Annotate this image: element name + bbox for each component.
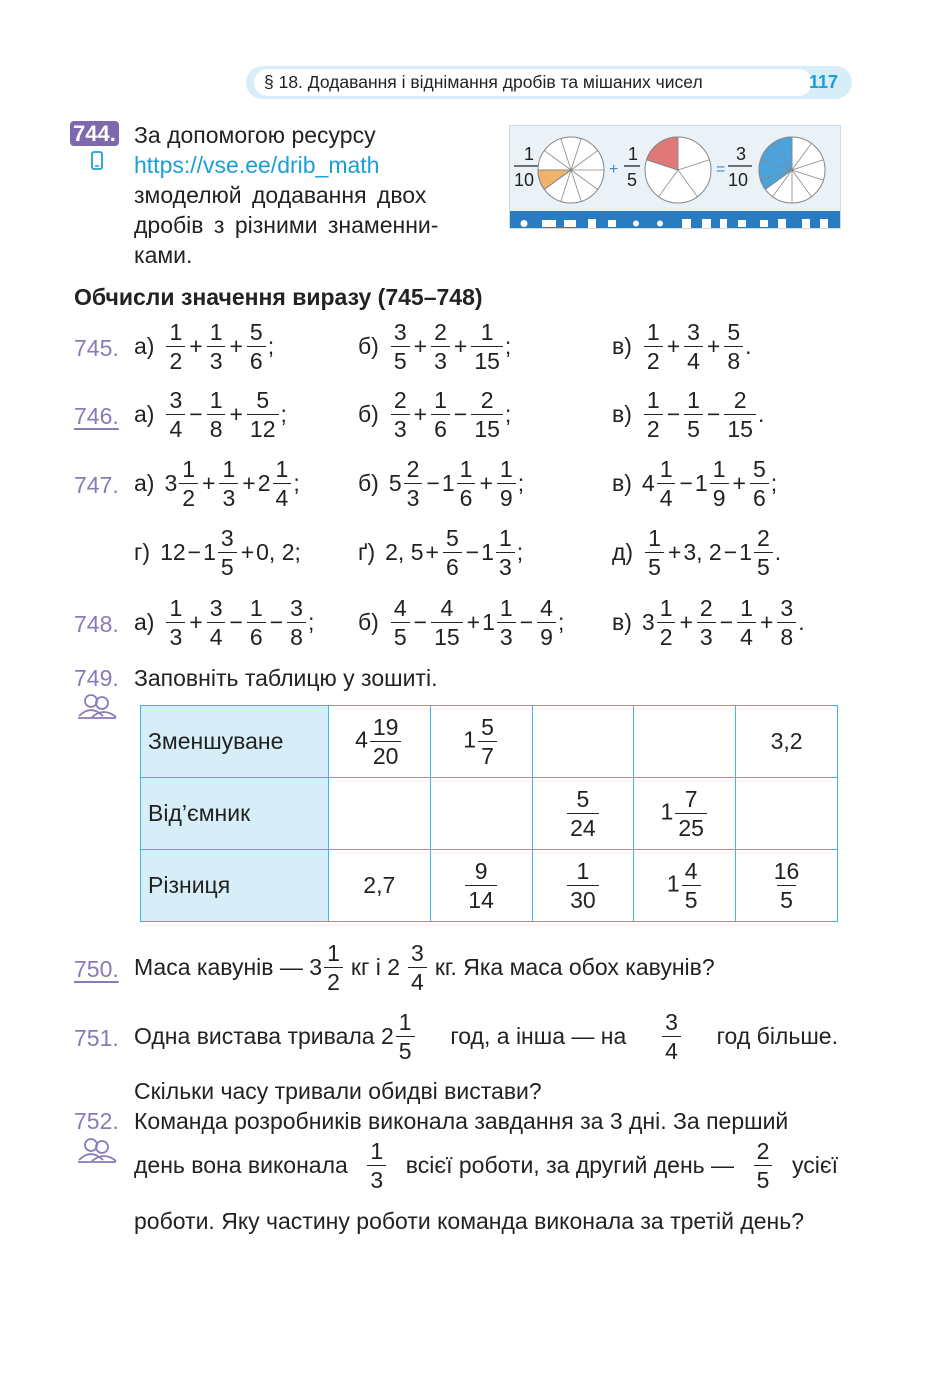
expr-747a: а) 3 $\frac{1}{2}$ + $\frac{1}{3}$ + 2 $\frac{1}{4}$ ; [134, 456, 300, 511]
problem-751-text: Одна вистава тривала 2 $\frac{1}{5}$ год, а інша — на $\frac{3}{4}$ год більше. [134, 1009, 838, 1064]
problem-752-line3: роботи. Яку частину роботи команда виконала за третій день? [134, 1208, 805, 1234]
table-row [141, 778, 838, 850]
table-cell [634, 706, 736, 778]
expr-746a: а) $\frac{3}{4}$ − $\frac{1}{8}$ + $\frac{5}{12}$ ; [134, 387, 287, 442]
section-heading: Обчисли значення виразу (745–748) [74, 284, 483, 310]
problem-751-number: 751. [74, 1025, 119, 1051]
table-cell [532, 706, 634, 778]
table-cell [430, 778, 532, 850]
fill-in-table [140, 705, 838, 922]
table-cell: $\frac{1}{30}$ [532, 850, 634, 922]
problem-744-line5: ками. [134, 242, 193, 268]
expr-745a: а) $\frac{1}{2}$ + $\frac{1}{3}$ + $\frac{5}{6}$ ; [134, 319, 275, 374]
expr-748a: а) $\frac{1}{3}$ + $\frac{3}{4}$ − $\frac{1}{6}$ − $\frac{3}{8}$ ; [134, 595, 315, 650]
problem-744-line4: дробів з різними знаменни- [134, 212, 439, 238]
svg-text:=: = [716, 161, 726, 178]
applet-toolbar[interactable] [510, 211, 840, 228]
expr-747gg: ґ) 2, 5 + $\frac{5}{6}$ − 1 $\frac{1}{3}$ ; [358, 525, 524, 580]
table-cell: 4 $\frac{19}{20}$ [328, 706, 430, 778]
pair-work-icon [76, 692, 118, 726]
svg-text:10: 10 [514, 170, 535, 190]
problem-749-text: Заповніть таблицю у зошиті. [134, 665, 438, 691]
svg-text:10: 10 [728, 170, 749, 190]
expr-746v: в) $\frac{1}{2}$ − $\frac{1}{5}$ − $\frac{2}{15}$ . [612, 387, 765, 442]
problem-744-number: 744. [70, 120, 119, 147]
expr-747g: г) 12 − 1 $\frac{3}{5}$ + 0, 2; [134, 525, 301, 580]
problem-744-line1: За допомогою ресурсу [134, 122, 376, 148]
section-title: § 18. Додавання і віднімання дробів та мішаних чисел [254, 69, 812, 96]
pair-work-icon [76, 1136, 118, 1170]
expr-748b: б) $\frac{4}{5}$ − $\frac{4}{15}$ + 1 $\frac{1}{3}$ − $\frac{4}{9}$ ; [358, 595, 565, 650]
problem-748-number: 748. [74, 611, 119, 637]
row-header: Від’ємник [141, 778, 329, 850]
page-number: 117 [808, 72, 838, 92]
expr-747v: в) 4 $\frac{1}{4}$ − 1 $\frac{1}{9}$ + $\frac{5}{6}$ ; [612, 456, 778, 511]
svg-text:3: 3 [736, 144, 747, 164]
resource-link[interactable]: https://vse.ee/drib_math [134, 152, 380, 178]
table-cell: 1 $\frac{7}{25}$ [634, 778, 736, 850]
problem-752-number: 752. [74, 1108, 119, 1134]
row-header: Різниця [141, 850, 329, 922]
problem-752-line2: день вона виконала $\frac{1}{3}$ всієї роботи, за другий день — $\frac{2}{5}$ усієї [134, 1138, 838, 1193]
expr-748v: в) 3 $\frac{1}{2}$ + $\frac{2}{3}$ − $\frac{1}{4}$ + $\frac{3}{8}$ . [612, 595, 805, 650]
page-header [246, 66, 852, 99]
expr-747d: д) $\frac{1}{5}$ + 3, 2 − 1 $\frac{2}{5}$ . [612, 525, 782, 580]
expr-745v: в) $\frac{1}{2}$ + $\frac{3}{4}$ + $\frac{5}{8}$ . [612, 319, 752, 374]
problem-750-text: Маса кавунів — 3 $\frac{1}{2}$ кг і 2 $\frac{3}{4}$ кг. Яка маса обох кавунів? [134, 940, 715, 995]
problem-749-number: 749. [74, 665, 119, 691]
fraction-applet-preview[interactable] [509, 125, 841, 229]
expr-746b: б) $\frac{2}{3}$ + $\frac{1}{6}$ − $\frac{2}{15}$ ; [358, 387, 512, 442]
expr-745b: б) $\frac{3}{5}$ + $\frac{2}{3}$ + $\frac{1}{15}$ ; [358, 319, 512, 374]
row-header: Зменшуване [141, 706, 329, 778]
problem-745-number: 745. [74, 335, 119, 361]
table-cell: $\frac{16}{5}$ [736, 850, 838, 922]
phone-icon [90, 150, 104, 178]
table-row [141, 706, 838, 778]
svg-text:1: 1 [628, 144, 639, 164]
table-row [141, 850, 838, 922]
table-cell: 3,2 [736, 706, 838, 778]
problem-744-line3: змоделюй додавання двох [134, 182, 427, 208]
table-cell: $\frac{9}{14}$ [430, 850, 532, 922]
problem-746-number: 746. [74, 403, 119, 429]
svg-text:1: 1 [524, 144, 535, 164]
table-cell: 2,7 [328, 850, 430, 922]
problem-751-line2: Скільки часу тривали обидві вистави? [134, 1078, 542, 1104]
svg-text:5: 5 [627, 170, 638, 190]
problem-750-number: 750. [74, 956, 119, 982]
table-cell: 1 $\frac{5}{7}$ [430, 706, 532, 778]
table-cell [328, 778, 430, 850]
svg-text:+: + [609, 161, 619, 178]
problem-752-line1: Команда розробників виконала завдання за 3 дні. За перший [134, 1108, 789, 1134]
table-cell: $\frac{5}{24}$ [532, 778, 634, 850]
table-cell: 1 $\frac{4}{5}$ [634, 850, 736, 922]
problem-747-number: 747. [74, 472, 119, 498]
expr-747b: б) 5 $\frac{2}{3}$ − 1 $\frac{1}{6}$ + $\frac{1}{9}$ ; [358, 456, 525, 511]
table-cell [736, 778, 838, 850]
